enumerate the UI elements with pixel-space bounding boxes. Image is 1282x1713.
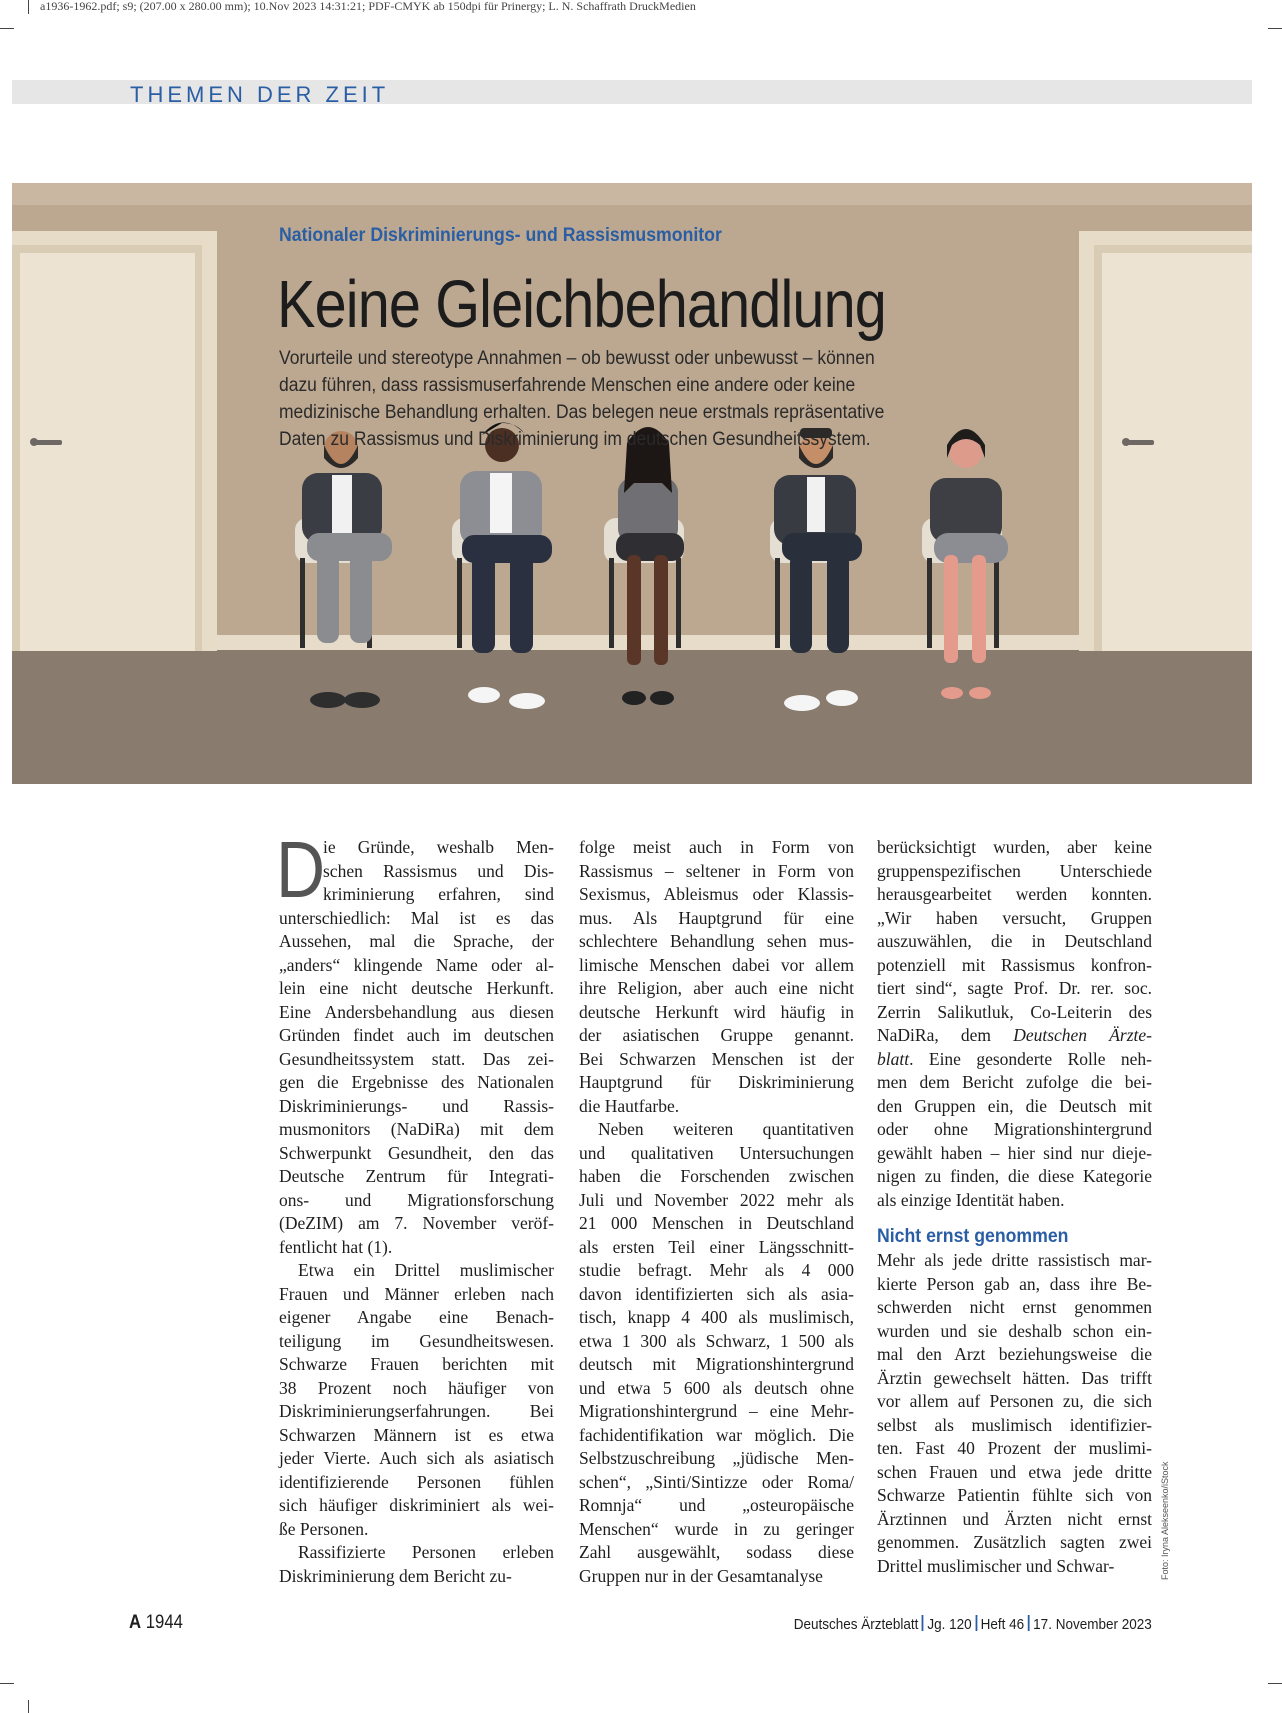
text-line: herausgearbeitet werden konnten. bbox=[877, 884, 1152, 904]
text-line: Romnja“ und „osteuropäische bbox=[579, 1495, 854, 1515]
text-line: genommen. Zusätzlich sagten zwei bbox=[877, 1532, 1152, 1552]
text-line: Frauen und Männer erleben nach bbox=[279, 1283, 554, 1304]
text-line: schlechtere Behandlung sehen mus- bbox=[579, 931, 854, 951]
article-lead bbox=[279, 345, 1039, 453]
text-line: mus. Als Hauptgrund für eine bbox=[579, 907, 854, 928]
text-line: musmonitors (NaDiRa) mit dem bbox=[279, 1119, 554, 1139]
text-line: Schwarze Frauen berichten mit bbox=[279, 1354, 554, 1374]
print-info: a1936-1962.pdf; s9; (207.00 x 280.00 mm); 10.Nov 2023 14:31:21; PDF-CMYK ab 150dpi für Prinergy; L. N. Schaffrath DruckMedien bbox=[40, 0, 696, 13]
text-line: als ersten Teil einer Längsschnitt- bbox=[579, 1236, 854, 1257]
text-line: als einzige Identität haben. bbox=[877, 1189, 1065, 1210]
text-line: Rassifizierte Personen erleben bbox=[298, 1542, 554, 1562]
article-kicker: Nationaler Diskriminierungs- und Rassismusmonitor bbox=[279, 225, 722, 246]
text-line: Schwarzen Männern ist es etwa bbox=[279, 1424, 554, 1445]
hero-illustration bbox=[12, 183, 1252, 784]
text-line: folge meist auch in Form von bbox=[579, 837, 854, 857]
text-line: studie befragt. Mehr als 4 000 bbox=[579, 1260, 854, 1280]
text-line: schwerden nicht ernst genommen bbox=[877, 1297, 1152, 1317]
crop-mark bbox=[1268, 1683, 1282, 1684]
text-line: Schwerpunkt Gesundheit, den das bbox=[279, 1142, 554, 1163]
text-line: schen Frauen und etwa jede dritte bbox=[877, 1461, 1152, 1482]
text-line: jeder Vierte. Auch sich als asiatisch bbox=[279, 1448, 554, 1468]
text-line: ons- und Migrationsforschung bbox=[279, 1189, 554, 1210]
journal-name: Deutsches Ärzteblatt bbox=[794, 1616, 919, 1633]
text-line: tisch, knapp 4 400 als muslimisch, bbox=[579, 1307, 854, 1327]
text-line: Gründen findet auch im deutschen bbox=[279, 1025, 554, 1045]
text-line: Sexismus, Ableismus oder Klassis- bbox=[579, 884, 854, 904]
page-prefix: A bbox=[129, 1612, 142, 1633]
text-line: deutsch mit Migrationshintergrund bbox=[579, 1354, 854, 1374]
text-line: haben die Forschenden zwischen bbox=[579, 1166, 854, 1186]
text-line: Bei Schwarzen Menschen ist der bbox=[579, 1048, 854, 1069]
text-line: den Gruppen ein, die Deutsch mit bbox=[877, 1095, 1152, 1116]
text-line: sich häufiger diskriminiert als wei- bbox=[279, 1495, 554, 1515]
text-line: der asiatischen Gruppe genannt. bbox=[579, 1025, 854, 1045]
journal-issue: Heft 46 bbox=[980, 1616, 1025, 1633]
text-line: mal den Arzt beziehungsweise die bbox=[877, 1344, 1152, 1364]
text-line: berücksichtigt wurden, aber keine bbox=[877, 837, 1152, 857]
text-line: auszuwählen, die in Deutschland bbox=[877, 931, 1152, 951]
page-number bbox=[129, 1612, 183, 1634]
text-line: Migrationshintergrund – eine Mehr- bbox=[579, 1401, 854, 1421]
text-line: fentlicht hat (1). bbox=[279, 1236, 393, 1257]
lead-line: dazu führen, dass rassismuserfahrende Menschen eine andere oder keine bbox=[279, 375, 856, 396]
crop-mark bbox=[28, 1700, 29, 1713]
text-line: Aussehen, mal die Sprache, der bbox=[279, 931, 554, 951]
text-line: selbst als muslimisch identifizier- bbox=[877, 1414, 1152, 1435]
text-line: men dem Bericht zufolge die bei- bbox=[877, 1072, 1152, 1092]
text-line: Juli und November 2022 mehr als bbox=[579, 1189, 854, 1210]
text-line: Drittel muslimischer und Schwar- bbox=[877, 1555, 1115, 1576]
text-line: und qualitativen Untersuchungen bbox=[579, 1142, 854, 1163]
section-header-bar bbox=[12, 80, 1252, 107]
text-line: Neben weiteren quantitativen bbox=[598, 1119, 854, 1139]
text-line: oder ohne Migrationshintergrund bbox=[877, 1119, 1152, 1139]
text-line: „Wir haben versucht, Gruppen bbox=[877, 907, 1152, 928]
text-line: ie Gründe, weshalb Men- bbox=[323, 837, 554, 857]
text-line: limische Menschen dabei vor allem bbox=[579, 954, 854, 975]
text-line: gen die Ergebnisse des Nationalen bbox=[279, 1072, 554, 1092]
text-line: schen Rassismus und Dis- bbox=[323, 860, 554, 881]
text-line: kriminierung erfahren, sind bbox=[323, 884, 554, 904]
text-line: gruppenspezifischen Unterschiede bbox=[877, 860, 1152, 881]
crop-mark bbox=[0, 28, 14, 29]
text-line: deutsche Herkunft wird häufig in bbox=[579, 1001, 854, 1022]
text-line: Eine Andersbehandlung aus diesen bbox=[279, 1001, 554, 1022]
text-line: wurden und sie deshalb schon ein- bbox=[877, 1320, 1152, 1341]
text-line: nigen zu finden, die diese Kategorie bbox=[877, 1166, 1152, 1186]
text-line: Zerrin Salikutluk, Co-Leiterin des bbox=[877, 1001, 1152, 1022]
text-line: ße Personen. bbox=[279, 1518, 369, 1539]
text-line: Gesundheitssystem statt. Das zei- bbox=[279, 1048, 554, 1069]
text-line: Rassismus – seltener in Form von bbox=[579, 860, 854, 881]
text-line: blatt. Eine gesonderte Rolle neh- bbox=[877, 1048, 1152, 1069]
text-line: 21 000 Menschen in Deutschland bbox=[579, 1213, 854, 1233]
lead-line: medizinische Behandlung erhalten. Das belegen neue erstmals repräsentative bbox=[279, 402, 885, 423]
text-line: unterschiedlich: Mal ist es das bbox=[279, 907, 554, 928]
text-line: (DeZIM) am 7. November veröf- bbox=[279, 1213, 554, 1233]
text-line: teiligung im Gesundheitswesen. bbox=[279, 1330, 554, 1351]
text-line: die Hautfarbe. bbox=[579, 1095, 680, 1116]
text-line: davon identifizierten sich als asia- bbox=[579, 1283, 854, 1304]
drop-cap: D bbox=[276, 825, 326, 914]
text-line: potenziell mit Rassismus konfron- bbox=[877, 954, 1152, 975]
text-line: eigener Angabe eine Benach- bbox=[279, 1307, 554, 1327]
text-line: Gruppen nur in der Gesamtanalyse bbox=[579, 1565, 823, 1586]
text-line: Diskriminierungs- und Rassis- bbox=[279, 1095, 554, 1116]
text-line: fachidentifikation war möglich. Die bbox=[579, 1424, 854, 1445]
text-line: Zahl ausgewählt, sodass diese bbox=[579, 1542, 854, 1562]
section-title: THEMEN DER ZEIT bbox=[130, 82, 390, 107]
text-line: lein eine nicht deutsche Herkunft. bbox=[279, 978, 554, 998]
text-line: tiert sind“, sagte Prof. Dr. rer. soc. bbox=[877, 978, 1152, 998]
article-column-2 bbox=[579, 836, 854, 1588]
text-line: etwa 1 300 als Schwarz, 1 500 als bbox=[579, 1330, 854, 1351]
crop-mark bbox=[1268, 28, 1282, 29]
text-line: und etwa 5 600 als deutsch ohne bbox=[579, 1377, 854, 1398]
journal-date: 17. November 2023 bbox=[1033, 1616, 1152, 1633]
article-headline: Keine Gleichbehandlung bbox=[277, 267, 887, 342]
text-line: Diskriminierungserfahrungen. Bei bbox=[279, 1401, 554, 1421]
text-line: NaDiRa, dem Deutschen Ärzte- bbox=[877, 1025, 1152, 1045]
text-line: kierte Person gab an, dass ihre Be- bbox=[877, 1273, 1152, 1294]
text-line: Hauptgrund für Diskriminierung bbox=[579, 1072, 854, 1092]
text-line: Etwa ein Drittel muslimischer bbox=[298, 1260, 554, 1280]
text-line: Menschen“ wurde in zu geringer bbox=[579, 1518, 854, 1539]
text-line: Mehr als jede dritte rassistisch mar- bbox=[877, 1250, 1152, 1270]
photo-credit: Foto: Iryna Alekseenko/iStock bbox=[1160, 1461, 1170, 1580]
text-line: Ärztin gewechselt hätten. Das trifft bbox=[877, 1367, 1152, 1388]
lead-line: Daten zu Rassismus und Diskriminierung im deutschen Gesundheitssystem. bbox=[279, 429, 871, 450]
lead-line: Vorurteile und stereotype Annahmen – ob bewusst oder unbewusst – können bbox=[279, 348, 875, 369]
crop-mark bbox=[28, 0, 29, 14]
text-line: vor allem auf Personen zu, die sich bbox=[877, 1391, 1152, 1411]
section-subhead: Nicht ernst genommen bbox=[877, 1226, 1069, 1247]
text-line: Diskriminierung dem Bericht zu- bbox=[279, 1565, 512, 1586]
text-line: ihre Religion, aber auch eine nicht bbox=[579, 978, 854, 998]
crop-mark bbox=[0, 1683, 14, 1684]
article-column-1 bbox=[276, 825, 554, 1588]
text-line: „anders“ klingende Name oder al- bbox=[279, 954, 554, 975]
text-line: schen“, „Sinti/Sintizze oder Roma/ bbox=[579, 1471, 854, 1492]
text-line: Selbstzuschreibung „jüdische Men- bbox=[579, 1448, 854, 1468]
text-line: gewählt haben – hier sind nur dieje- bbox=[877, 1142, 1152, 1163]
journal-volume: Jg. 120 bbox=[927, 1616, 972, 1633]
text-line: Schwarze Patientin fühlte sich von bbox=[877, 1485, 1152, 1505]
text-line: identifizierende Personen fühlen bbox=[279, 1471, 554, 1492]
page-number-value: 1944 bbox=[145, 1612, 183, 1633]
text-line: Ärztinnen und Ärzten nicht ernst bbox=[877, 1508, 1152, 1529]
text-line: 38 Prozent noch häufiger von bbox=[279, 1377, 554, 1398]
text-line: Deutsche Zentrum für Integrati- bbox=[279, 1166, 554, 1186]
text-line: ten. Fast 40 Prozent der muslimi- bbox=[877, 1438, 1152, 1458]
journal-footer bbox=[794, 1615, 1152, 1633]
article-column-3 bbox=[877, 836, 1152, 1578]
